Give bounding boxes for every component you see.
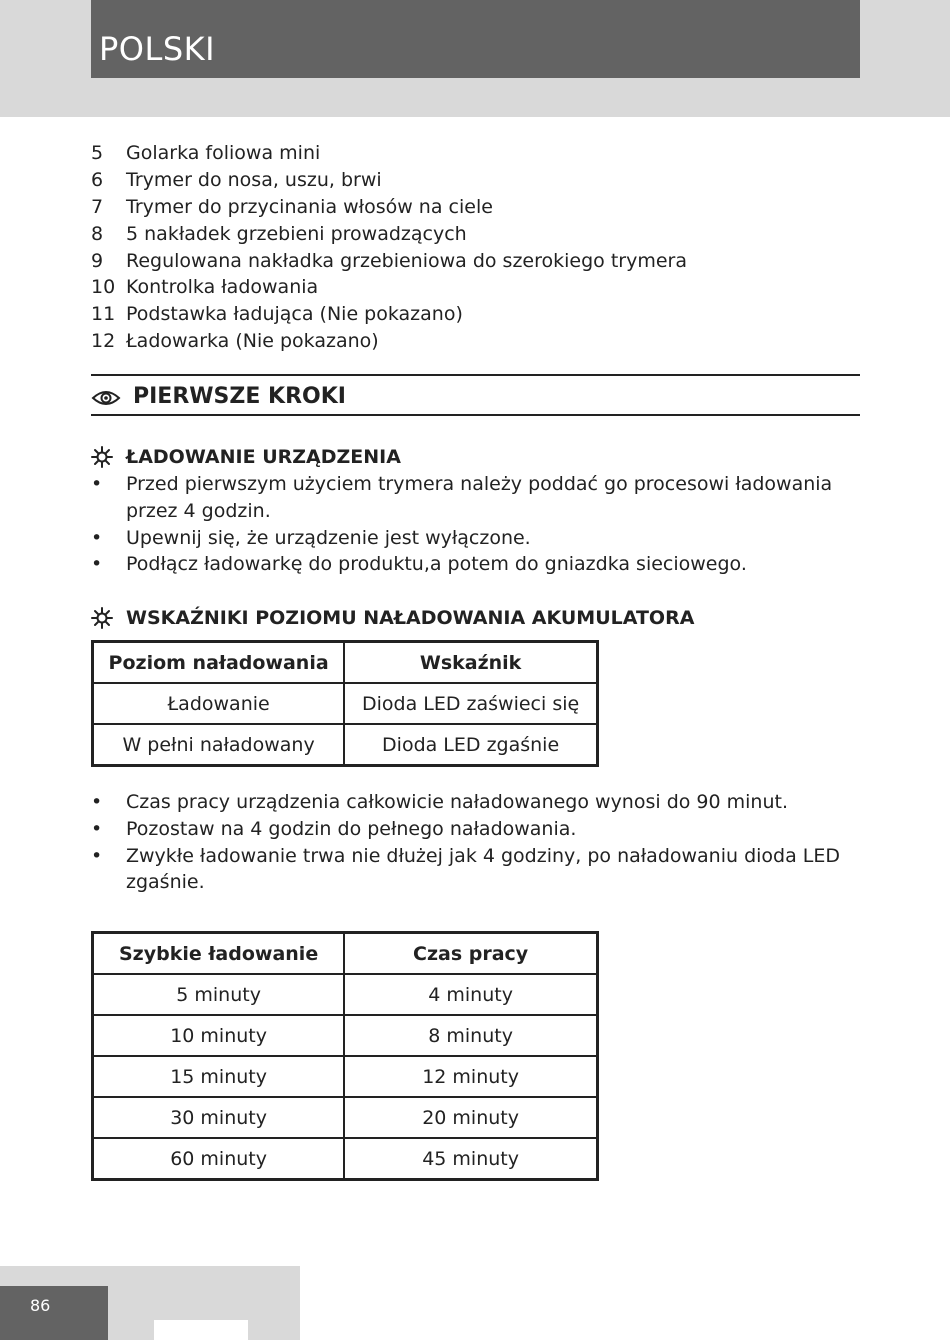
list-item-number: 6 xyxy=(91,169,104,192)
bullet-text: Pozostaw na 4 godzin do pełnego naładowania. xyxy=(126,817,577,840)
list-item-number: 12 xyxy=(91,329,116,352)
list-item xyxy=(91,167,851,194)
list-item xyxy=(91,301,851,328)
star-icon xyxy=(91,446,113,468)
list-item-text: Ładowarka (Nie pokazano) xyxy=(126,329,379,352)
list-item-text: Trymer do przycinania włosów na ciele xyxy=(126,195,493,218)
page-number: 86 xyxy=(30,1296,51,1315)
bullet-text: Podłącz ładowarkę do produktu,a potem do gniazdka sieciowego. xyxy=(126,553,747,576)
table-header-cell: Poziom naładowania xyxy=(93,642,345,684)
table-cell: 4 minuty xyxy=(344,974,597,1015)
list-item-text: 5 nakładek grzebieni prowadzących xyxy=(126,222,467,245)
list-item-number: 8 xyxy=(91,222,104,245)
bullet-dot: • xyxy=(91,553,103,576)
table-header-cell: Czas pracy xyxy=(344,933,597,975)
list-item-text: Regulowana nakładka grzebieniowa do szerokiego trymera xyxy=(126,249,687,272)
bullet-item xyxy=(91,843,851,897)
table-cell: 60 minuty xyxy=(93,1138,345,1180)
list-item-number: 10 xyxy=(91,276,116,299)
bullet-text: Przed pierwszym użyciem trymera należy poddać go procesowi ładowania przez 4 godzin. xyxy=(126,473,833,522)
table-row xyxy=(93,1097,598,1138)
bullet-item xyxy=(91,816,851,843)
table-cell: 30 minuty xyxy=(93,1097,345,1138)
charging-bullets xyxy=(91,471,851,578)
eye-icon xyxy=(91,388,121,408)
runtime-bullets xyxy=(91,789,851,896)
list-item-text: Podstawka ładująca (Nie pokazano) xyxy=(126,303,463,326)
language-title: POLSKI xyxy=(99,30,216,68)
list-item-number: 9 xyxy=(91,249,104,272)
list-item xyxy=(91,220,851,247)
table-cell: 15 minuty xyxy=(93,1056,345,1097)
list-item-text: Kontrolka ładowania xyxy=(126,276,319,299)
bullet-text: Czas pracy urządzenia całkowicie naładowanego wynosi do 90 minut. xyxy=(126,791,788,813)
table-cell: 8 minuty xyxy=(344,1015,597,1056)
table-cell: 12 minuty xyxy=(344,1056,597,1097)
charging-heading xyxy=(91,446,401,468)
bullet-text: Zwykłe ładowanie trwa nie dłużej jak 4 godziny, po naładowaniu dioda LED zgaśnie. xyxy=(126,844,841,894)
indicator-table xyxy=(91,640,599,767)
bullet-item xyxy=(91,525,851,552)
list-item-number: 7 xyxy=(91,195,104,218)
table-row xyxy=(93,683,598,724)
table-row xyxy=(93,1015,598,1056)
table-cell: 10 minuty xyxy=(93,1015,345,1056)
table-cell: Dioda LED zgaśnie xyxy=(344,724,597,766)
table-header-row xyxy=(93,933,598,975)
list-item xyxy=(91,194,851,221)
language-banner xyxy=(91,0,860,78)
star-icon xyxy=(91,607,113,629)
bullet-item xyxy=(91,471,851,525)
page-number-box xyxy=(0,1286,108,1340)
footer-tab xyxy=(154,1320,248,1340)
bullet-text: Upewnij się, że urządzenie jest wyłączone. xyxy=(126,526,531,549)
table-cell: W pełni naładowany xyxy=(93,724,345,766)
bullet-item xyxy=(91,551,851,578)
indicators-heading-text: WSKAŹNIKI POZIOMU NAŁADOWANIA AKUMULATORA xyxy=(126,607,695,629)
list-item-text: Golarka foliowa mini xyxy=(126,142,321,165)
table-cell: 45 minuty xyxy=(344,1138,597,1180)
list-item xyxy=(91,328,851,355)
table-row xyxy=(93,1056,598,1097)
quick-charge-table xyxy=(91,931,599,1181)
table-header-cell: Wskaźnik xyxy=(344,642,597,684)
table-row xyxy=(93,1138,598,1180)
table-cell: 5 minuty xyxy=(93,974,345,1015)
charging-heading-text: ŁADOWANIE URZĄDZENIA xyxy=(126,446,401,468)
list-item-text: Trymer do nosa, uszu, brwi xyxy=(126,169,382,192)
section-header xyxy=(91,374,860,416)
section-title: PIERWSZE KROKI xyxy=(133,384,346,409)
list-item xyxy=(91,247,851,274)
bullet-dot: • xyxy=(91,817,103,840)
bullet-dot: • xyxy=(91,791,103,813)
parts-list xyxy=(91,140,851,354)
bullet-dot: • xyxy=(91,526,103,549)
bullet-item xyxy=(91,789,851,816)
table-row xyxy=(93,724,598,766)
list-item xyxy=(91,140,851,167)
table-cell: 20 minuty xyxy=(344,1097,597,1138)
list-item-number: 5 xyxy=(91,142,104,165)
bullet-dot: • xyxy=(91,473,103,495)
table-header-row xyxy=(93,642,598,684)
bullet-dot: • xyxy=(91,844,103,867)
table-cell: Dioda LED zaświeci się xyxy=(344,683,597,724)
table-header-cell: Szybkie ładowanie xyxy=(93,933,345,975)
table-cell: Ładowanie xyxy=(93,683,345,724)
indicators-heading xyxy=(91,607,694,629)
table-row xyxy=(93,974,598,1015)
list-item-number: 11 xyxy=(91,303,116,326)
list-item xyxy=(91,274,851,301)
